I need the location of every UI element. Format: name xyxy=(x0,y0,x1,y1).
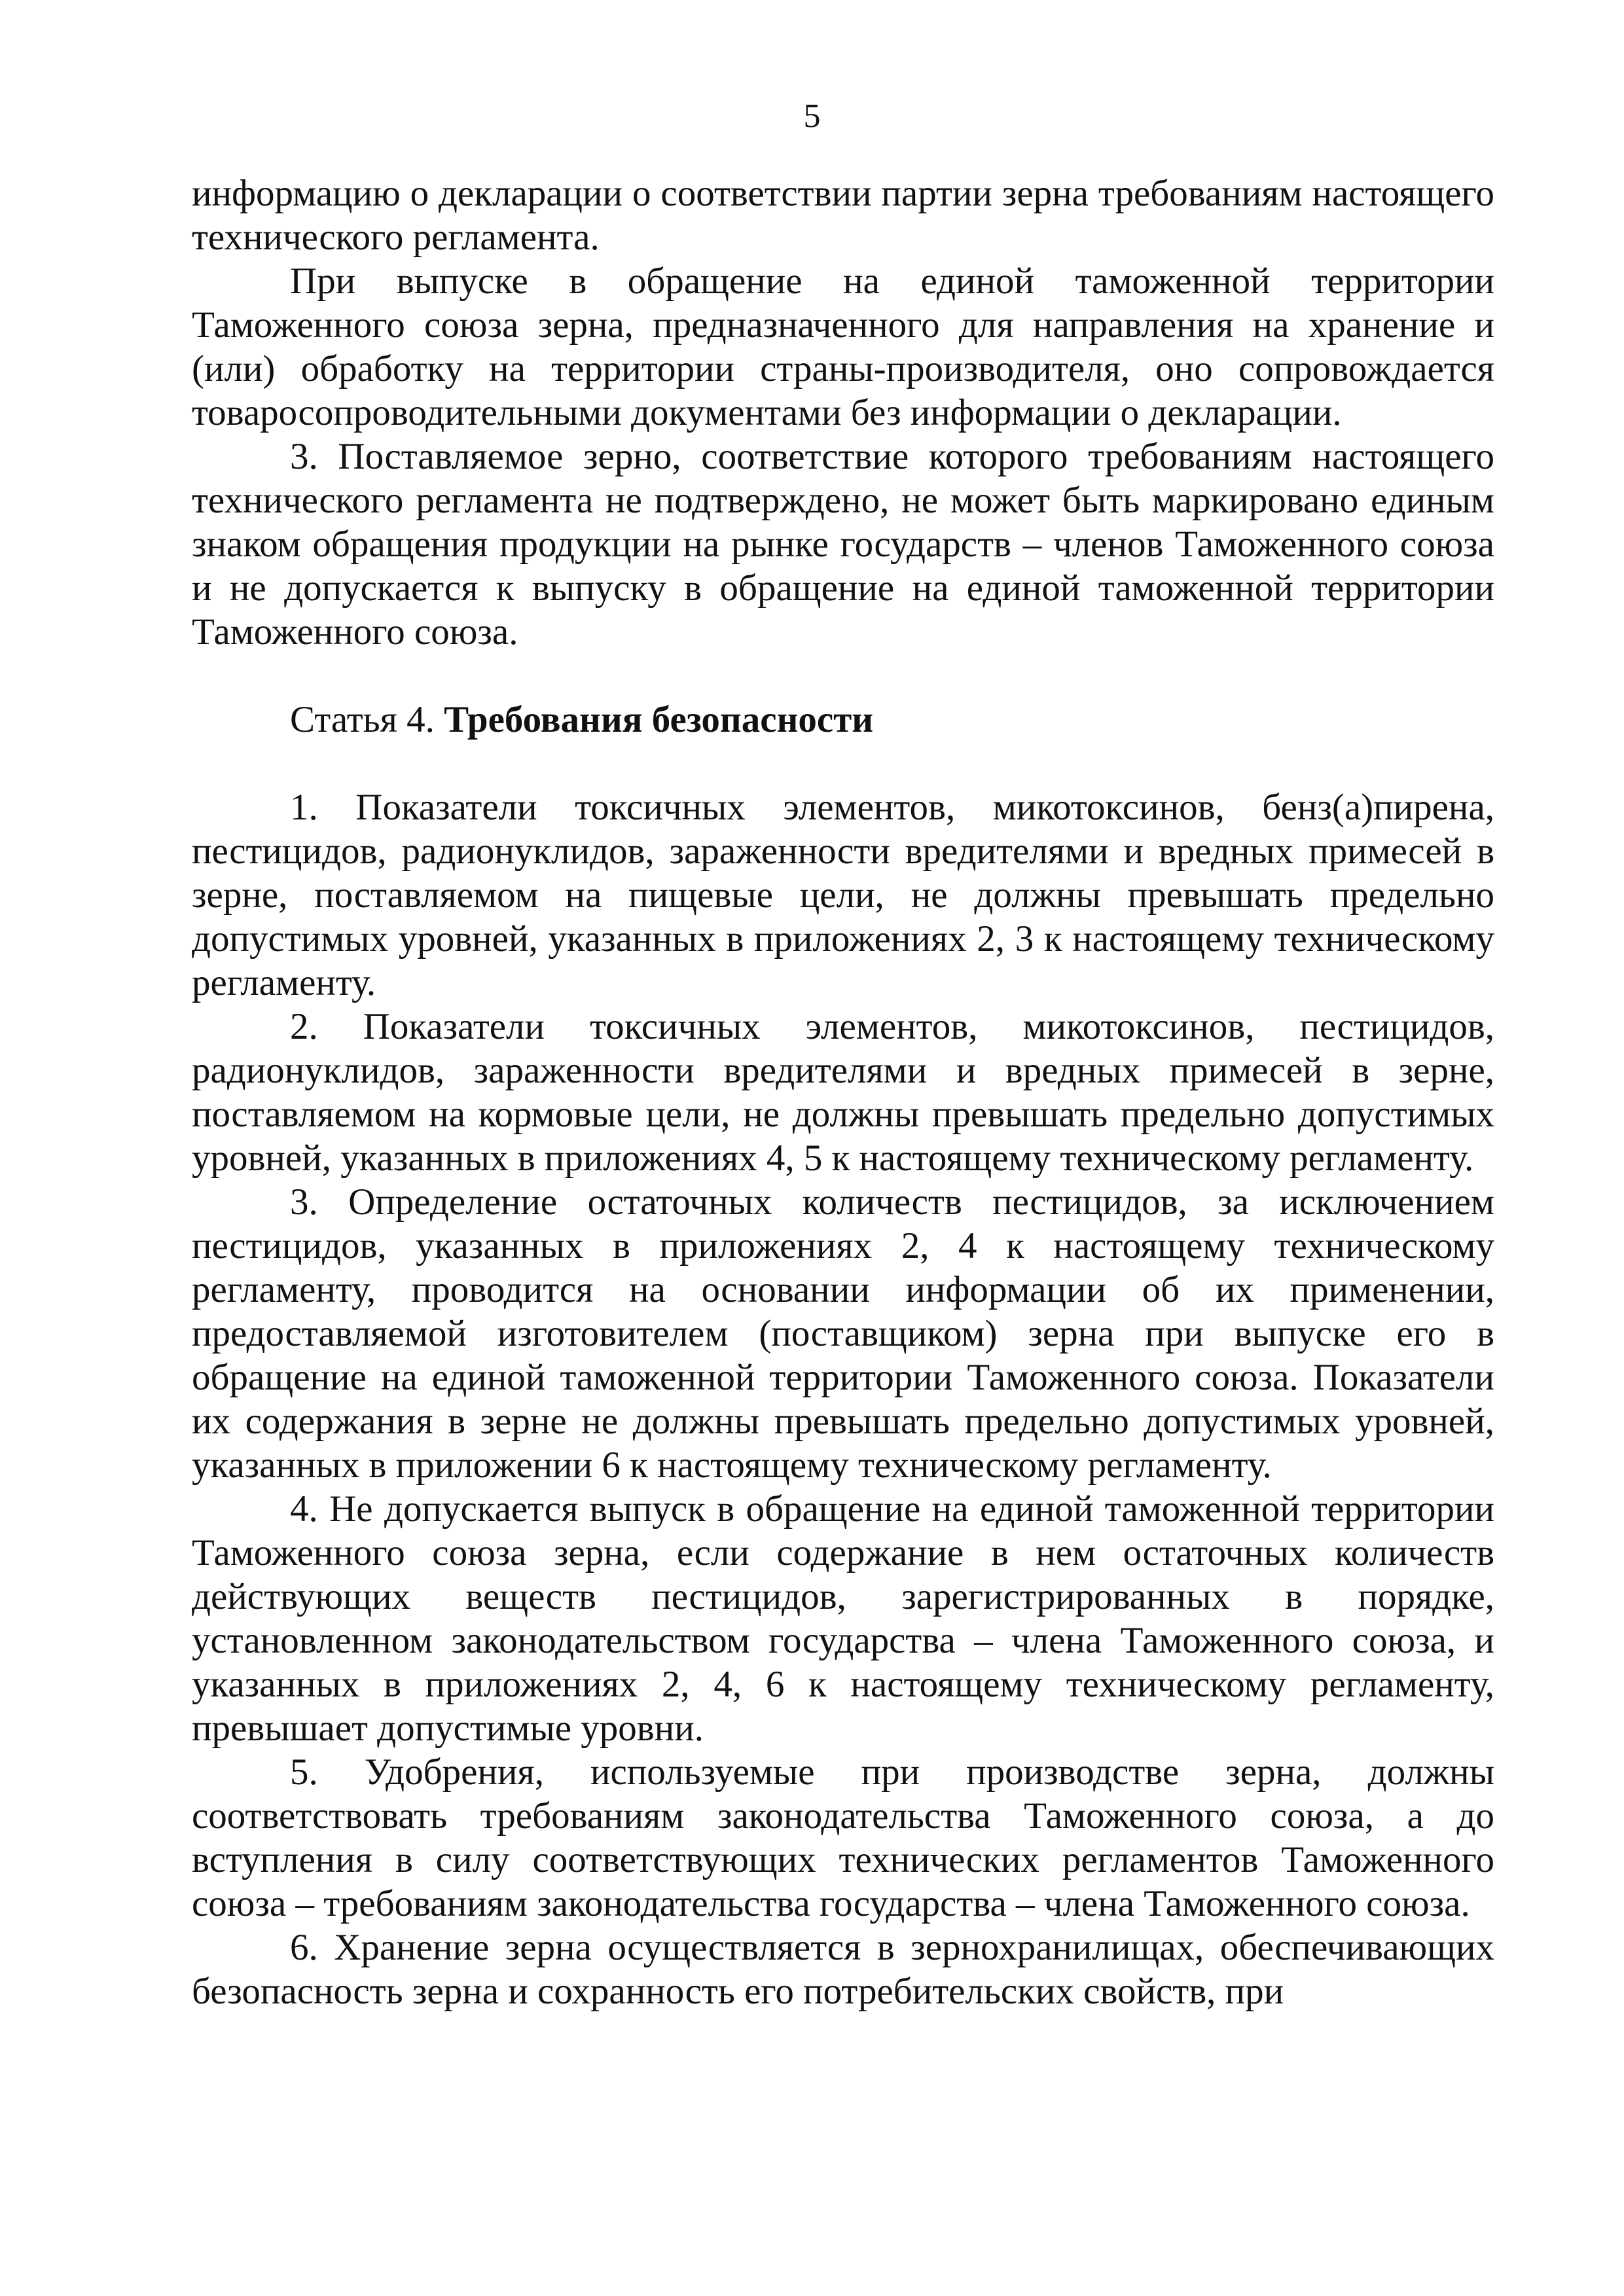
page-number: 5 xyxy=(803,98,821,135)
paragraph-item-3-pesticide-residues: 3. Определение остаточных количеств пестицидов, за исключением пестицидов, указанных в приложениях 2, 4 к настоящему техническому регламенту, проводится на основании информации об их применении, предоставляемой изготовителем (поставщиком) зерна при выпуске его в обращение на единой таможенной территории Таможенного союза. Показатели их содержания в зерне не должны превышать предельно допустимых уровней, указанных в приложении 6 к настоящему техническому регламенту. xyxy=(192,1181,1494,1486)
article-title: Требования безопасности xyxy=(444,699,874,740)
paragraph-item-5-fertilizers: 5. Удобрения, используемые при производстве зерна, должны соответствовать требованиям законодательства Таможенного союза, а до вступления в силу соответствующих технических регламентов Таможенного союза – требованиям законодательства государства – члена Таможенного союза. xyxy=(192,1751,1494,1924)
paragraph-item-1-food-grain: 1. Показатели токсичных элементов, микотоксинов, бенз(а)пирена, пестицидов, радионуклидов, зараженности вредителями и вредных примесей в зерне, поставляемом на пищевые цели, не должны превышать предельно допустимых уровней, указанных в приложениях 2, 3 к настоящему техническому регламенту. xyxy=(192,787,1494,1003)
article-prefix: Статья 4. xyxy=(290,699,444,740)
paragraph-item-3-unconfirmed-grain: 3. Поставляемое зерно, соответствие которого требованиям настоящего технического регламента не подтверждено, не может быть маркировано единым знаком обращения продукции на рынке государств – членов Таможенного союза и не допускается к выпуску в обращение на единой таможенной территории Таможенного союза. xyxy=(192,436,1494,653)
article-heading xyxy=(192,654,1494,785)
document-body xyxy=(192,171,1494,2013)
paragraph-item-2-feed-grain: 2. Показатели токсичных элементов, микотоксинов, пестицидов, радионуклидов, зараженности вредителями и вредных примесей в зерне, поставляемом на кормовые цели, не должны превышать предельно допустимых уровней, указанных в приложениях 4, 5 к настоящему техническому регламенту. xyxy=(192,1006,1494,1179)
paragraph-continuation: информацию о декларации о соответствии партии зерна требованиям настоящего технического регламента. xyxy=(192,173,1494,258)
paragraph-release-without-declaration: При выпуске в обращение на единой таможенной территории Таможенного союза зерна, предназначенного для направления на хранение и (или) обработку на территории страны-производителя, оно сопровождается товаросопроводительными документами без информации о декларации. xyxy=(192,260,1494,433)
paragraph-item-4-release-prohibition: 4. Не допускается выпуск в обращение на единой таможенной территории Таможенного союза зерна, если содержание в нем остаточных количеств действующих веществ пестицидов, зарегистрированных в порядке, установленном законодательством государства – члена Таможенного союза, и указанных в приложениях 2, 4, 6 к настоящему техническому регламенту, превышает допустимые уровни. xyxy=(192,1488,1494,1749)
paragraph-item-6-storage: 6. Хранение зерна осуществляется в зернохранилищах, обеспечивающих безопасность зерна и сохранность его потребительских свойств, при xyxy=(192,1927,1494,2012)
